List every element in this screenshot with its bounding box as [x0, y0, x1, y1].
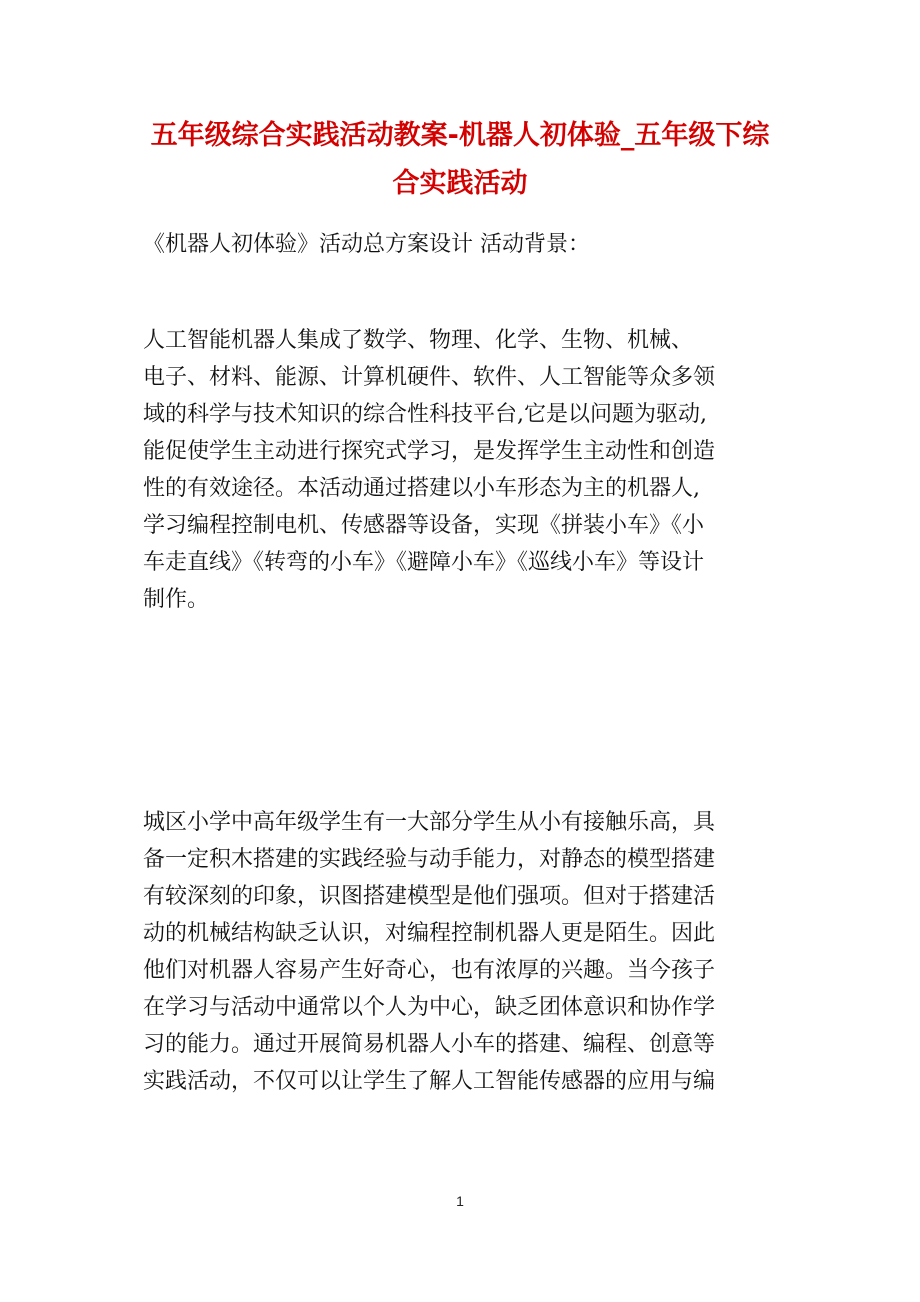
- text-line: 动的机械结构缺乏认识，对编程控制机器人更是陌生。因此: [143, 921, 716, 946]
- document-title: [130, 112, 790, 208]
- text-line: 制作。: [143, 587, 210, 612]
- text-line: 有较深刻的印象，识图搭建模型是他们强项。但对于搭建活: [143, 884, 716, 909]
- text-line: 车走直线》《转弯的小车》《避障小车》《巡线小车》等设计: [143, 550, 705, 575]
- text-line: 城区小学中高年级学生有一大部分学生从小有接触乐高，具: [143, 810, 716, 835]
- title-line: 合实践活动: [392, 168, 528, 199]
- text-line: 他们对机器人容易产生好奇心，也有浓厚的兴趣。当今孩子: [143, 958, 716, 983]
- page-number: 1: [456, 1193, 464, 1209]
- text-line: 实践活动，不仅可以让学生了解人工智能传感器的应用与编: [143, 1069, 716, 1094]
- text-line: 人工智能机器人集成了数学、物理、化学、生物、机械、: [143, 328, 694, 353]
- text-line: 备一定积木搭建的实践经验与动手能力，对静态的模型搭建: [143, 847, 716, 872]
- text-line: 性的有效途径。本活动通过搭建以小车形态为主的机器人,: [143, 476, 700, 501]
- text-line: 电子、材料、能源、计算机硬件、软件、人工智能等众多领: [143, 365, 716, 390]
- paragraph-background-1: [143, 322, 783, 618]
- text-line: 能促使学生主动进行探究式学习，是发挥学生主动性和创造: [143, 439, 716, 464]
- section-heading: 《机器人初体验》活动总方案设计 活动背景：: [143, 232, 590, 257]
- text-line: 域的科学与技术知识的综合性科技平台,它是以问题为驱动,: [143, 402, 707, 427]
- text-line: 在学习与活动中通常以个人为中心，缺乏团体意识和协作学: [143, 995, 716, 1020]
- paragraph-background-2: [143, 804, 783, 1100]
- text-line: 学习编程控制电机、传感器等设备，实现《拼装小车》《小: [143, 513, 705, 538]
- text-line: 习的能力。通过开展简易机器人小车的搭建、编程、创意等: [143, 1032, 716, 1057]
- title-line: 五年级综合实践活动教案-机器人初体验_五年级下综: [150, 120, 770, 151]
